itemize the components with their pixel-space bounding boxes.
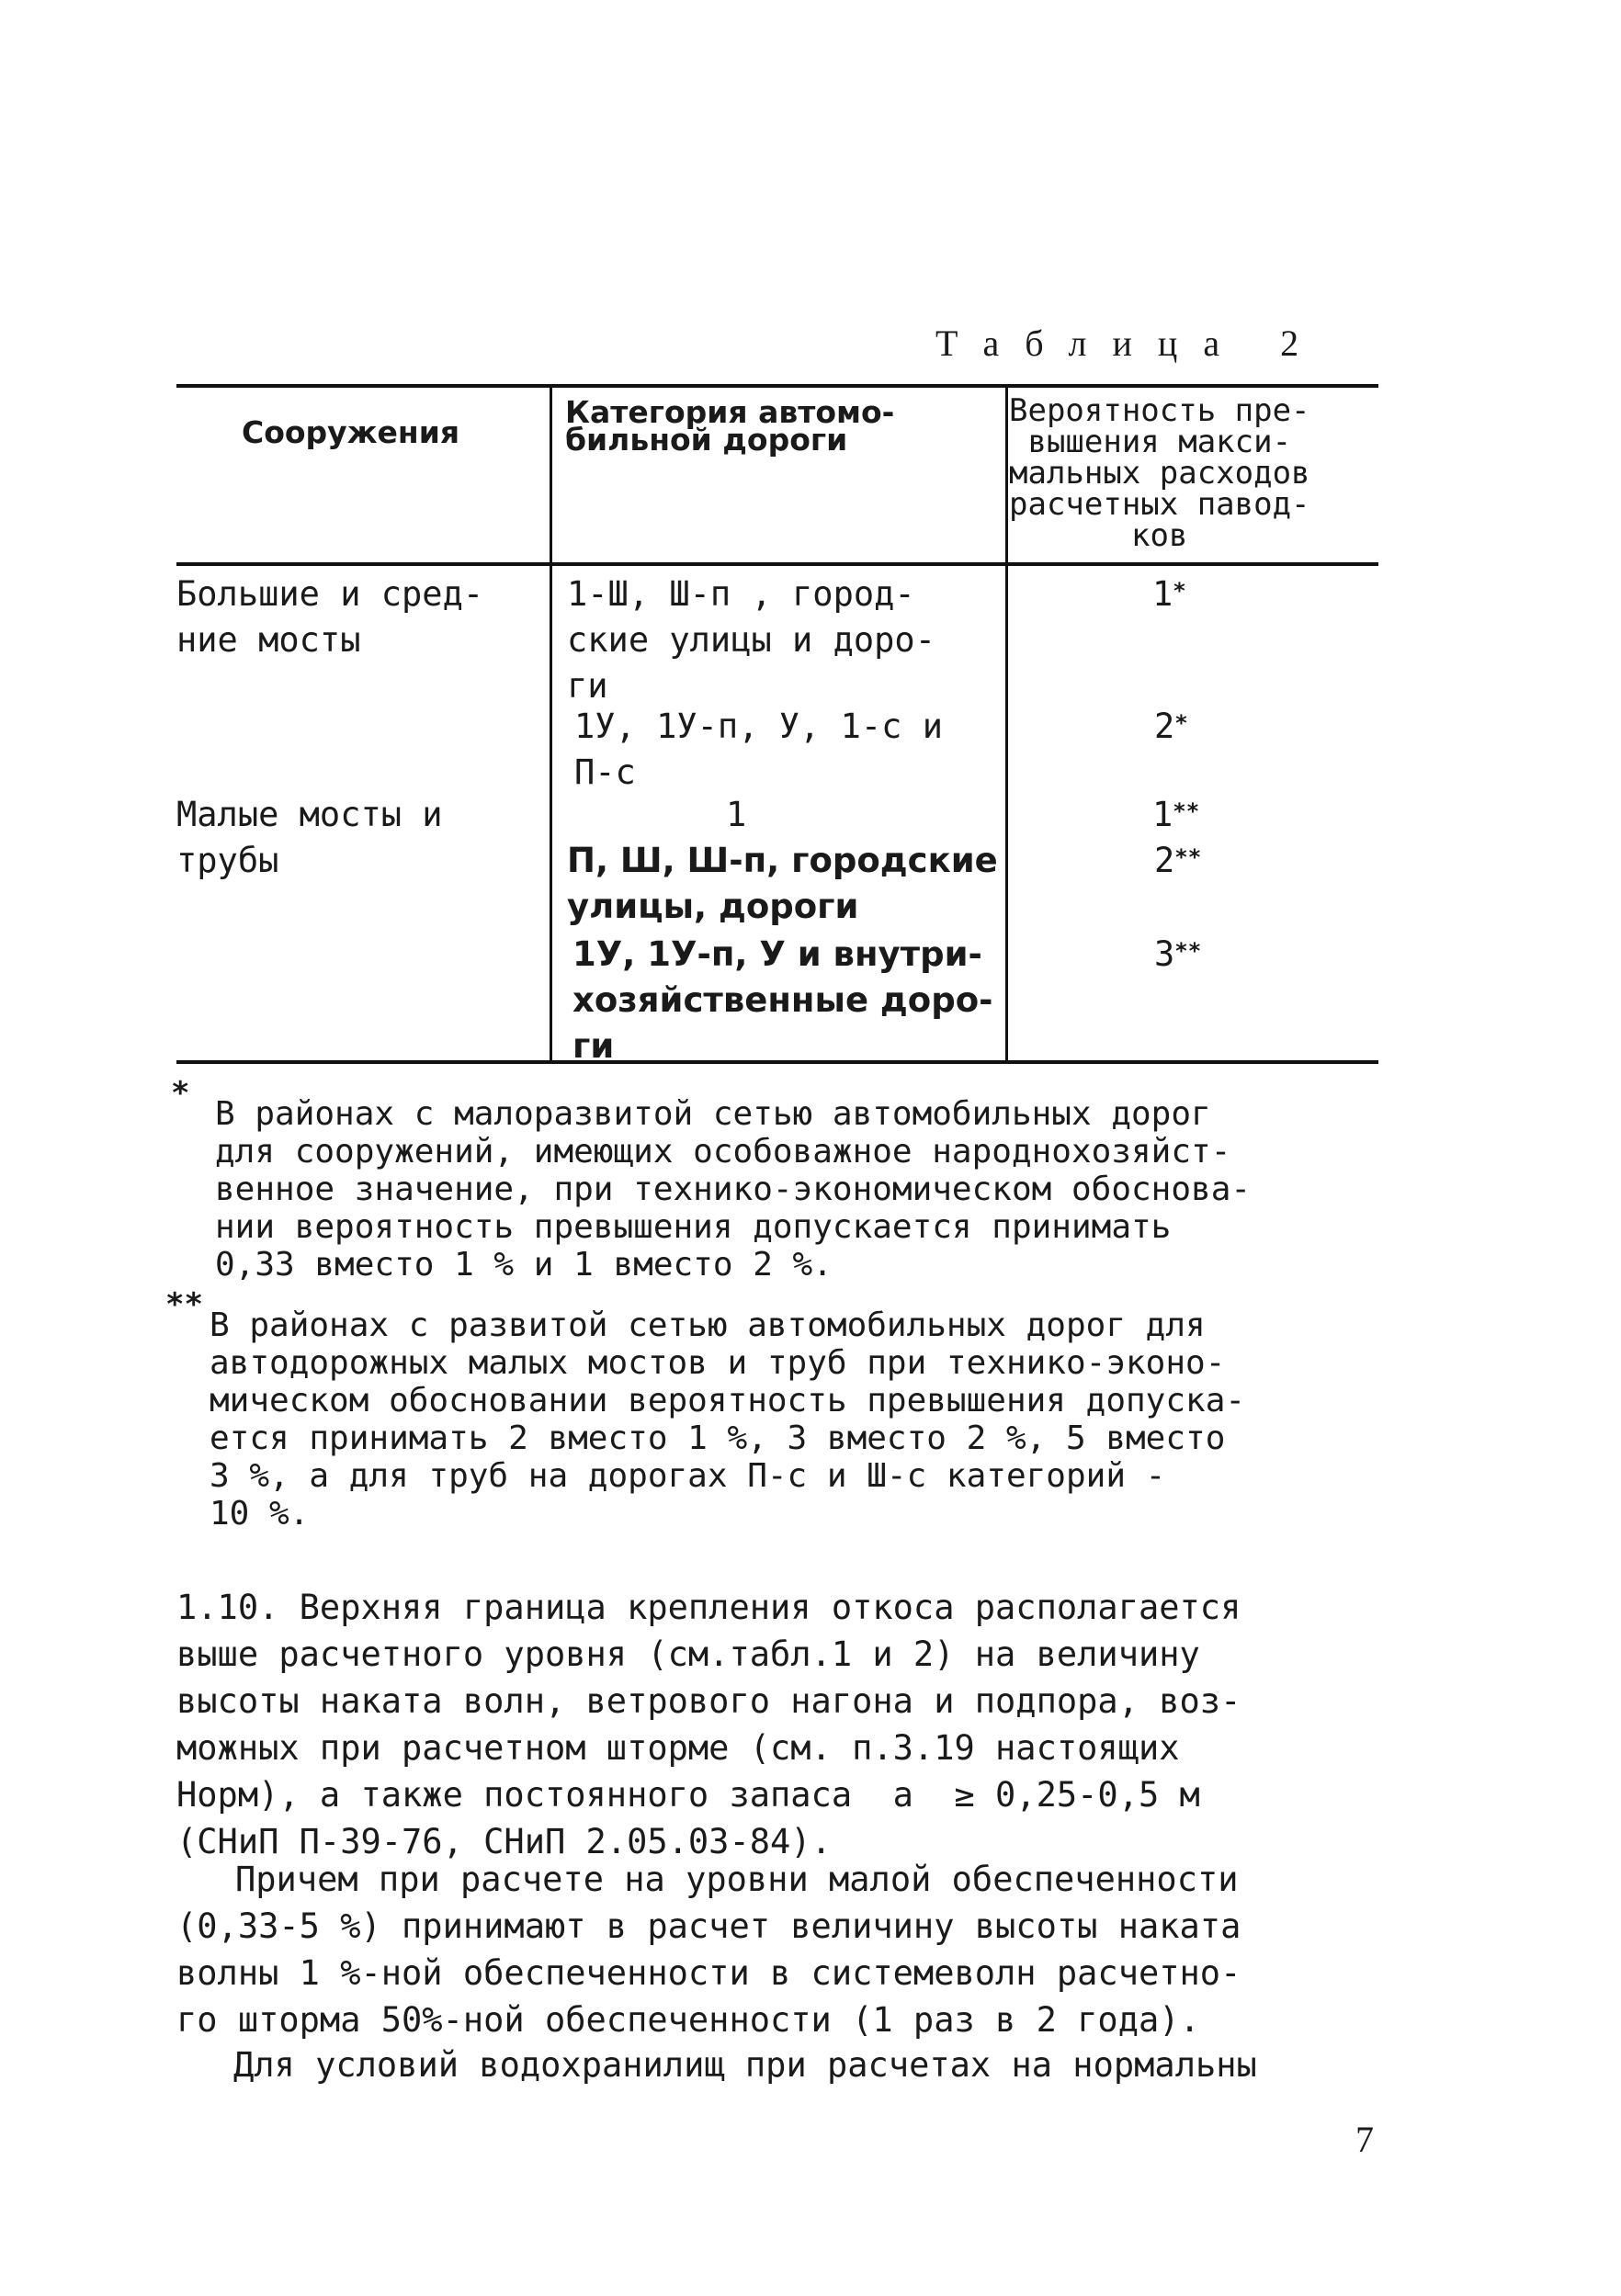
footnote-1-mark: *: [171, 1075, 190, 1112]
table-header-road-category: Категория автомо- бильной дороги: [565, 394, 895, 458]
footnote-2-mark: **: [165, 1286, 203, 1323]
category-row-3: 1: [726, 795, 747, 834]
paragraph-3: Для условий водохранилищ при расчетах на нормальны: [233, 2045, 1257, 2085]
footnote-mark: **: [1174, 844, 1202, 870]
probability-row-1: 1*: [1152, 574, 1186, 614]
probability-row-3: 1**: [1152, 795, 1200, 834]
probability-row-4: 2**: [1154, 841, 1202, 880]
page-number: 7: [1355, 2119, 1374, 2160]
category-row-2: 1У, 1У-п, У, 1-с и П-с: [574, 707, 943, 792]
structure-large-medium-bridges: Большие и сред- ние мосты: [176, 574, 484, 660]
table-top-rule: [176, 384, 1378, 388]
category-row-4: П, Ш, Ш-п, городские улицы, дороги: [567, 841, 998, 926]
table-column-divider-1: [550, 384, 552, 1064]
footnote-mark: *: [1174, 710, 1188, 736]
footnote-mark: **: [1173, 798, 1200, 824]
paragraph-1-10: 1.10. Верхняя граница крепления откоса располагается выше расчетного уровня (см.табл.1 и 2) на величину высоты наката волн, ветрового нагона и подпора, воз- можных при расчетном шторме (см. п.3.19 настоящих Норм), а также постоянного запаса a ≥ 0,25-0,5 м (СНиП П-39-76, СНиП 2.05.03-84).: [176, 1588, 1241, 1861]
probability-row-2: 2*: [1154, 707, 1188, 746]
probability-row-5: 3**: [1154, 934, 1202, 974]
table-header-rule: [176, 562, 1378, 566]
table-column-divider-2: [1005, 384, 1008, 1064]
footnote-2-text: В районах с развитой сетью автомобильных дорог для автодорожных малых мостов и труб при технико-эконо- мическом обосновании вероятность превышения допуска- ется принимать 2 вместо 1 %, 3 вместо 2 %, 5 вместо 3 %, а для труб на дорогах П-с и Ш-с категорий - 10 %.: [210, 1306, 1246, 1533]
footnote-mark: *: [1173, 578, 1186, 604]
table-caption: Таблица 2: [935, 322, 1325, 364]
category-row-1: 1-Ш, Ш-п , город- ские улицы и доро- ги: [567, 574, 935, 706]
structure-small-bridges-pipes: Малые мосты и трубы: [176, 795, 443, 880]
category-row-5: 1У, 1У-п, У и внутри- хозяйственные доро- ги: [572, 934, 993, 1066]
paragraph-2: Причем при расчете на уровни малой обеспеченности (0,33-5 %) принимают в расчет величину высоты наката волны 1 %-ной обеспеченности в системеволн расчетно- го шторма 50%-ной обеспеченности (1 раз в 2 года).: [176, 1860, 1241, 2040]
table-header-probability: Вероятность пре- вышения макси- мальных расходов расчетных павод- ков: [1009, 392, 1310, 554]
table-header-structures: Сооружения: [242, 414, 460, 450]
footnote-1-text: В районах с малоразвитой сетью автомобильных дорог для сооружений, имеющих особоважное народнохозяйст- венное значение, при технико-экономическом обоснова- нии вероятность превышения допускается принимать 0,33 вместо 1 % и 1 вместо 2 %.: [215, 1095, 1252, 1284]
footnote-mark: **: [1174, 938, 1202, 964]
